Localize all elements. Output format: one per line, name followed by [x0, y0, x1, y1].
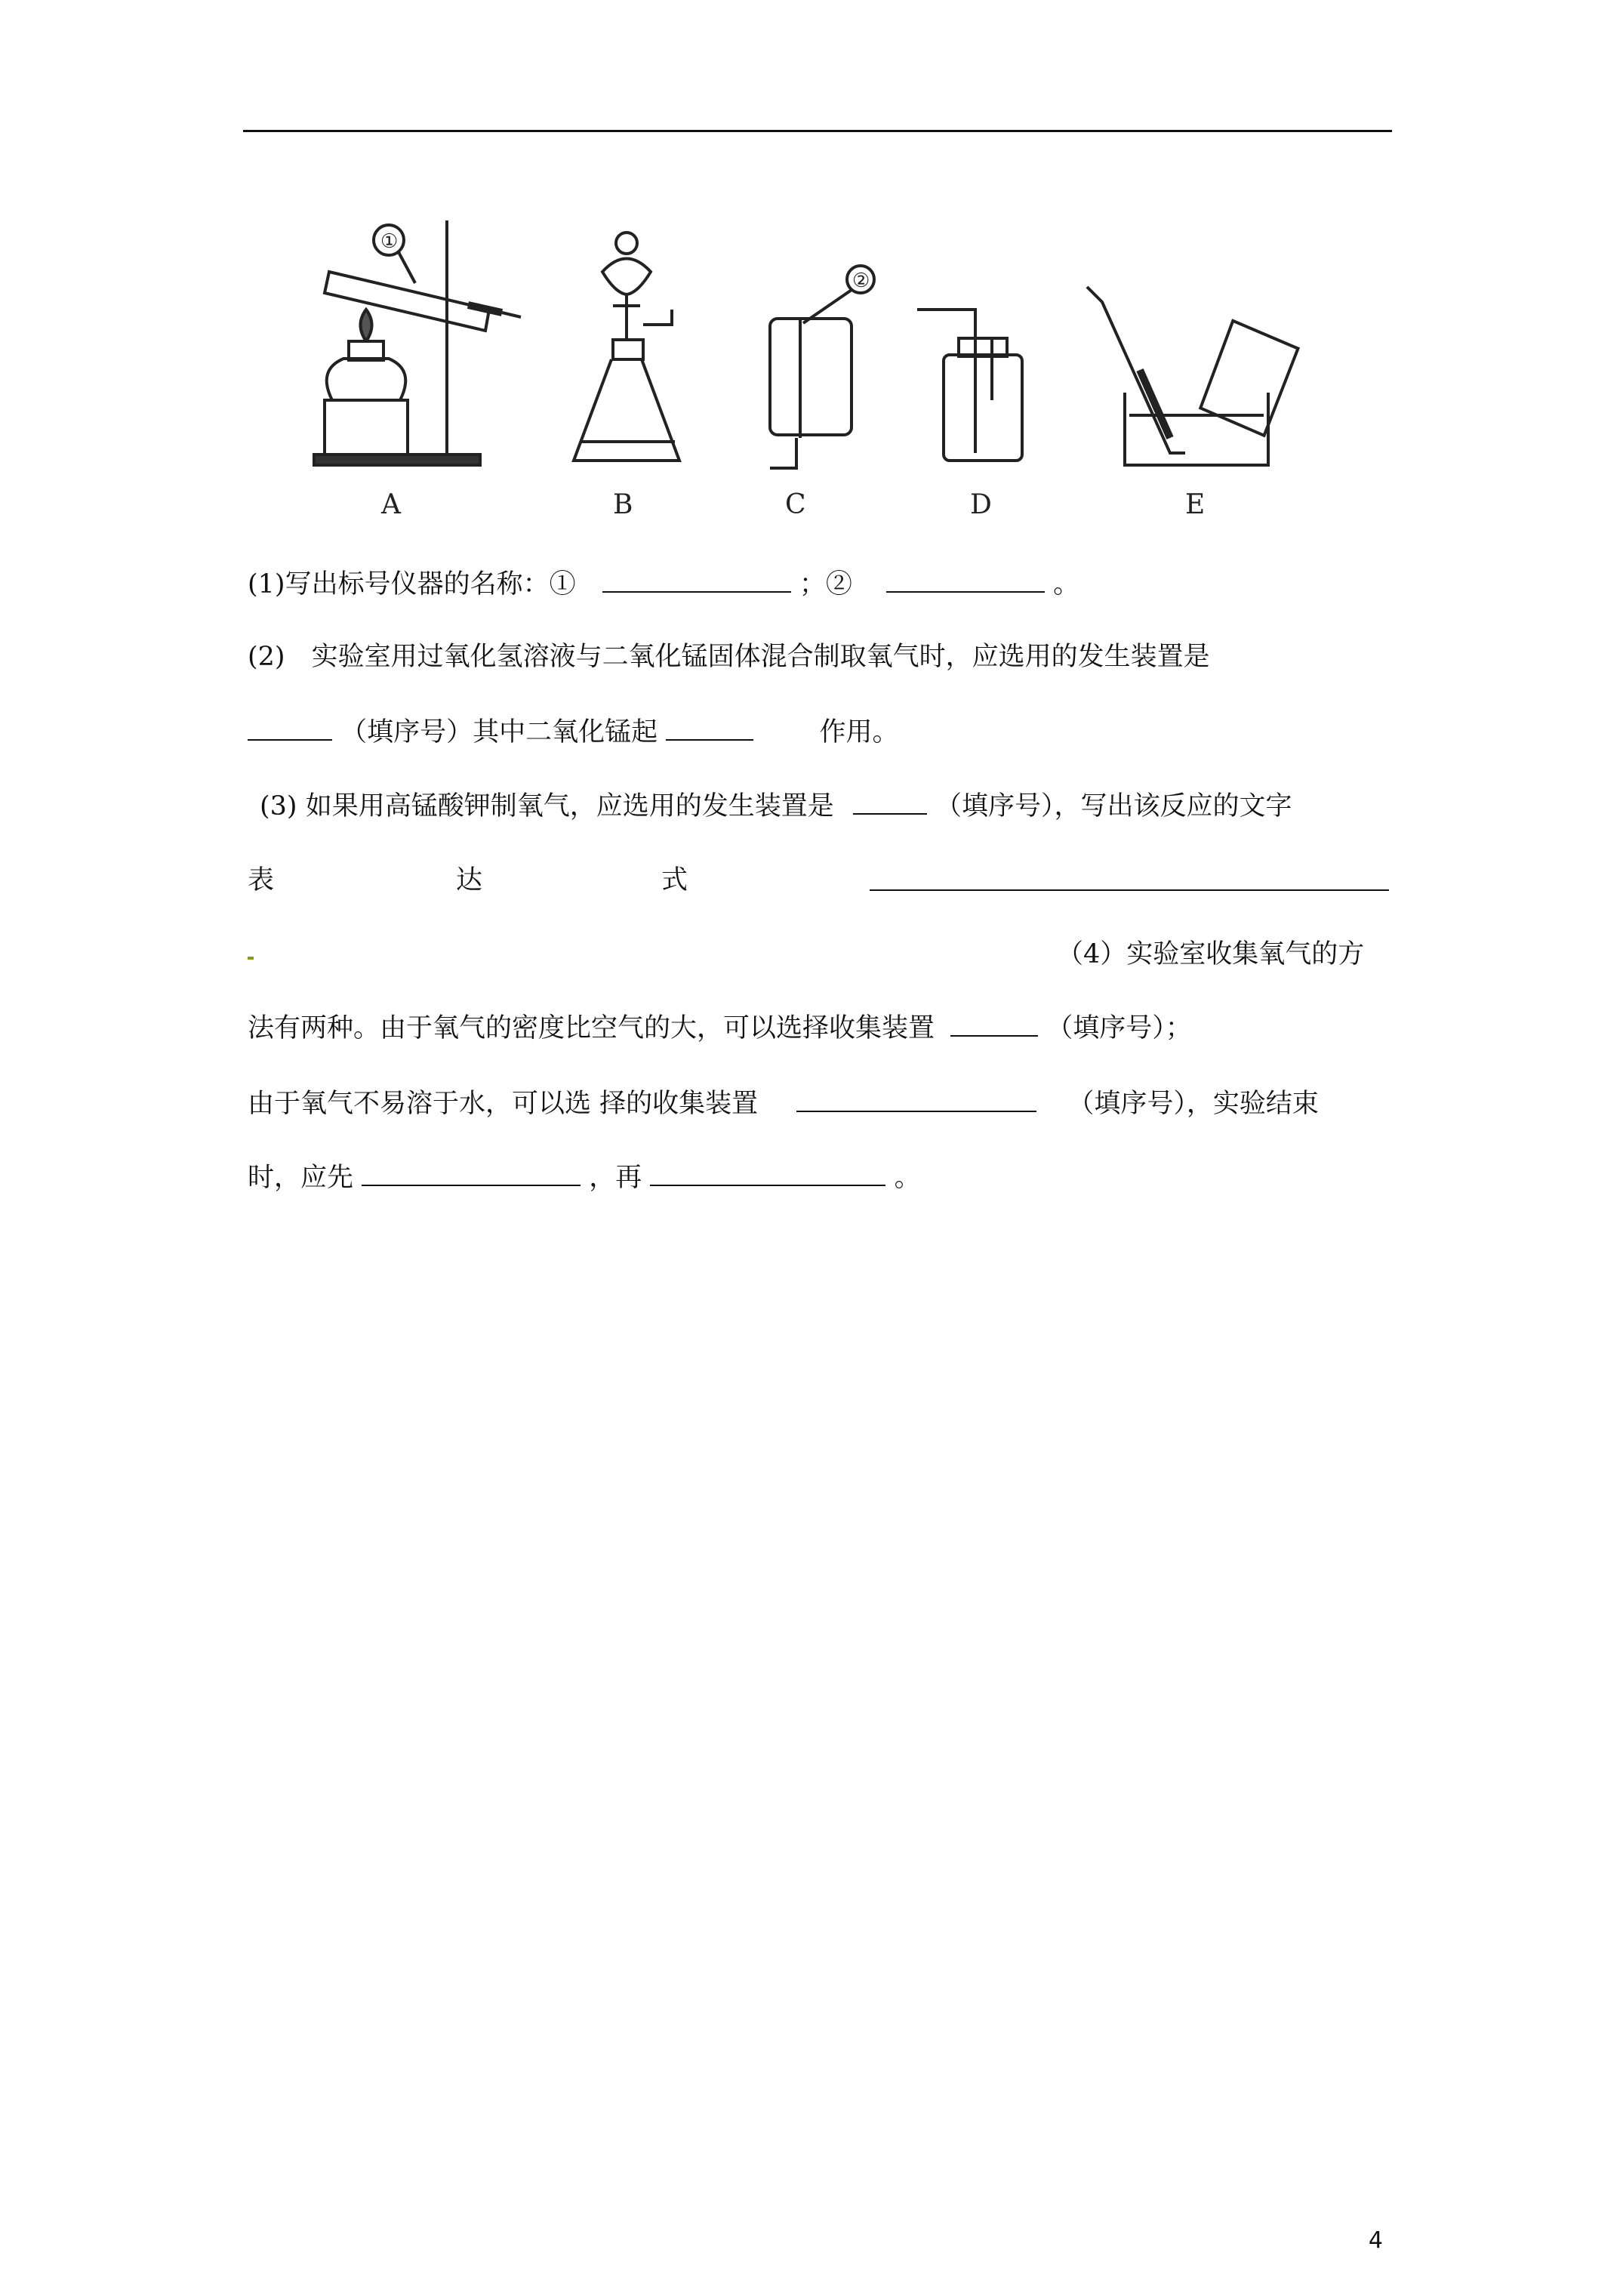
q2-text-b: 作用。 [819, 717, 899, 747]
q4-text-3a: 由于氧气不易溶于水，可以选 择的收集装置 [248, 1089, 759, 1119]
label-a: A [381, 489, 401, 520]
apparatus-d-drawing [917, 310, 1022, 461]
q1-separator: ；② [799, 569, 852, 599]
apparatus-a-drawing [314, 220, 521, 465]
scan-artifact [248, 957, 254, 960]
question-3-line-1 [260, 790, 1292, 823]
page-number: 4 [1368, 2227, 1383, 2254]
callout-2: ② [852, 270, 870, 292]
header-rule [243, 130, 1392, 132]
q1-end: 。 [1053, 569, 1080, 599]
q4-blank-1[interactable] [950, 1012, 1038, 1037]
apparatus-figure [302, 211, 1329, 529]
q4-text-1: （4）实验室收集氧气的方 [1057, 939, 1365, 969]
q3-text-b: （填序号），写出该反应的文字 [935, 791, 1292, 821]
q2-blank-2[interactable] [666, 717, 753, 741]
question-1 [248, 568, 1079, 601]
q3-answer-blank[interactable] [870, 867, 1389, 891]
q4-blank-2[interactable] [796, 1088, 1036, 1112]
q4-text-4a: 时，应先 [248, 1163, 354, 1193]
label-e: E [1185, 489, 1206, 520]
q4-text-3b: （填序号），实验结束 [1067, 1089, 1319, 1119]
q2-text-a: （填序号）其中二氧化锰起 [340, 717, 658, 747]
question-3-line-2 [248, 864, 274, 897]
q1-prefix: (1)写出标号仪器的名称：① [248, 569, 576, 599]
q4-text-2b: （填序号）； [1046, 1013, 1192, 1043]
q4-text-2a: 法有两种。由于氧气的密度比空气的大，可以选择收集装置 [248, 1013, 935, 1043]
apparatus-b-drawing [574, 233, 679, 461]
q3-word-3-text: 式 [661, 865, 688, 895]
label-b: B [613, 489, 633, 520]
label-c: C [785, 489, 806, 520]
question-2-line-1 [248, 640, 1210, 673]
q3-blank-1[interactable] [853, 791, 927, 815]
q4-blank-3[interactable] [362, 1162, 581, 1186]
question-4-line-3 [248, 1087, 1319, 1120]
question-3-word-3 [661, 864, 688, 897]
q2-text: (2) 实验室用过氧化氢溶液与二氧化锰固体混合制取氧气时，应选用的发生装置是 [248, 642, 1210, 672]
q2-blank-1[interactable] [248, 717, 332, 741]
label-d: D [970, 489, 992, 520]
q1-blank-2[interactable] [886, 569, 1045, 593]
q3-word-2-text: 达 [456, 865, 483, 895]
apparatus-c-drawing [770, 266, 874, 468]
question-4-line-1 [1057, 938, 1364, 971]
question-2-line-2 [248, 716, 898, 749]
callout-1: ① [380, 230, 399, 253]
q4-text-4c: 。 [894, 1163, 921, 1193]
question-4-line-2 [248, 1012, 1192, 1045]
q3-word-1: 表 [248, 865, 275, 895]
q3-text-a: (3) 如果用高锰酸钾制氧气，应选用的发生装置是 [260, 791, 834, 821]
question-4-line-4 [248, 1161, 921, 1194]
question-3-word-2 [456, 864, 482, 897]
q4-blank-4[interactable] [650, 1162, 885, 1186]
q1-blank-1[interactable] [602, 569, 791, 593]
q4-text-4b: ，再 [589, 1163, 642, 1193]
apparatus-e-drawing [1087, 287, 1301, 465]
